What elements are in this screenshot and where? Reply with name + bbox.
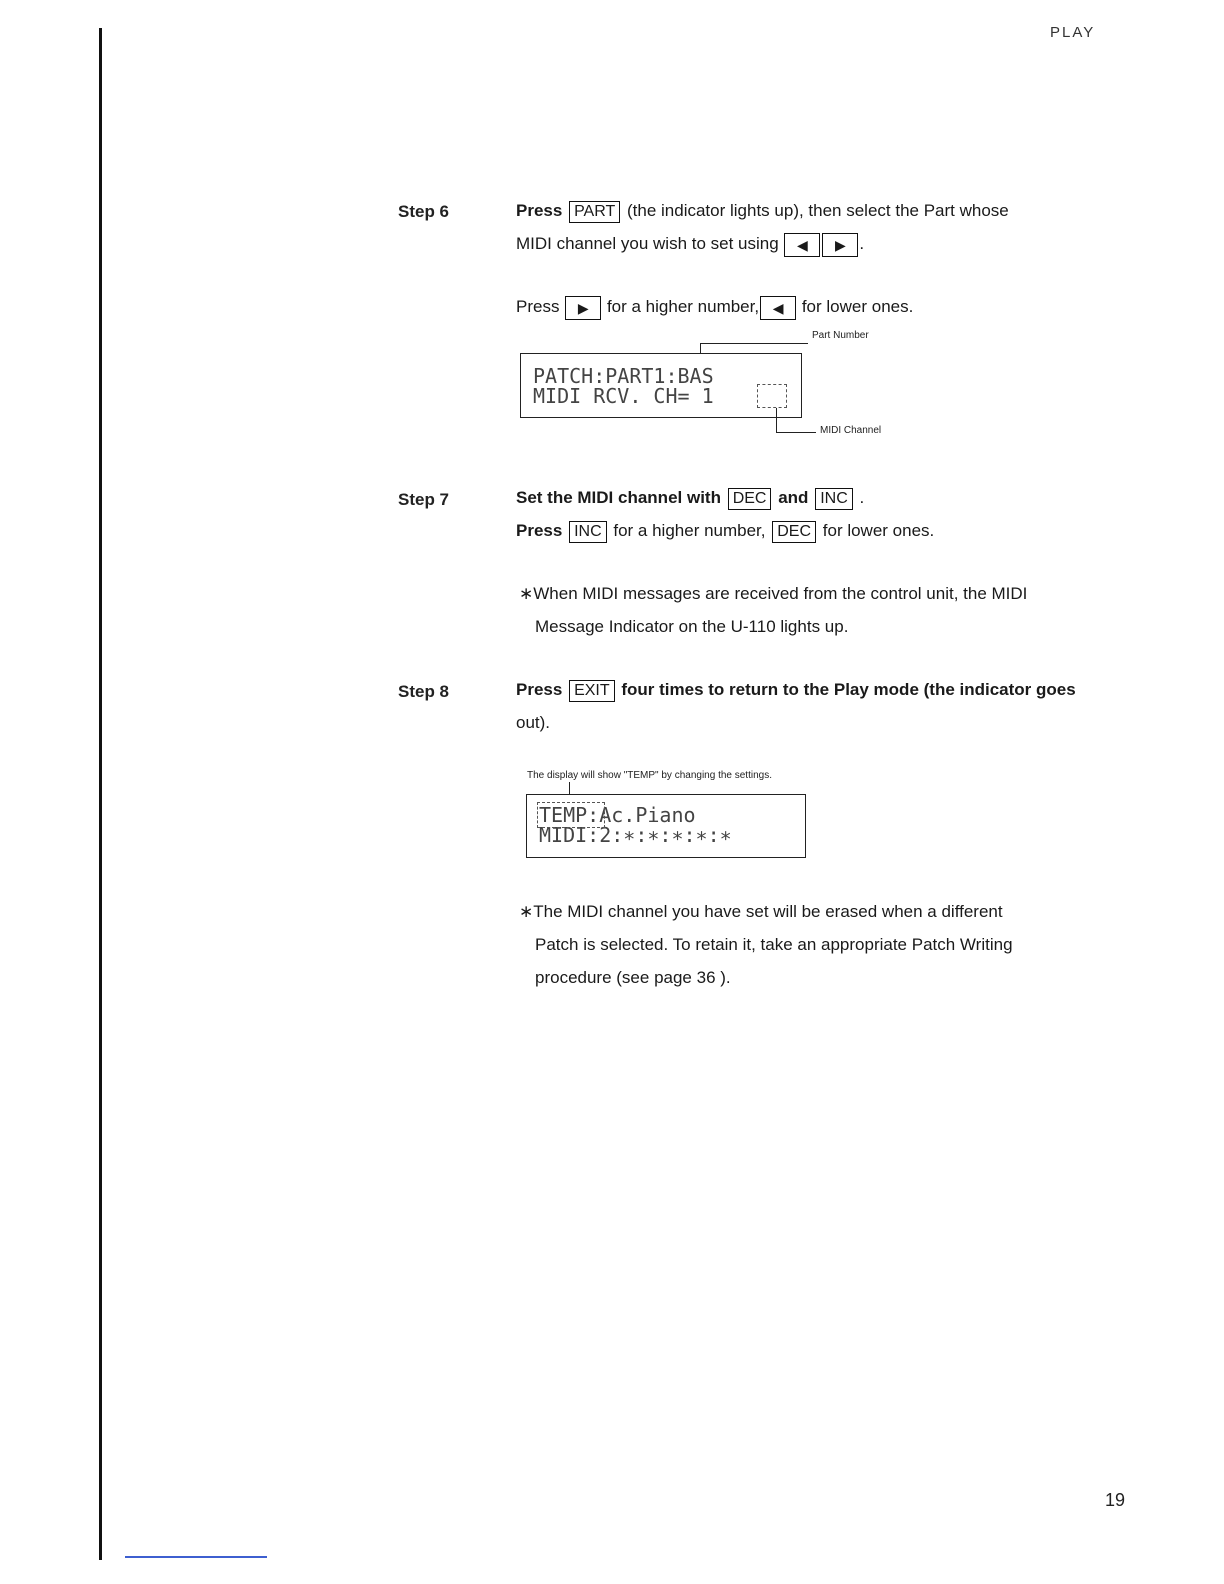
press-word: Press bbox=[516, 201, 563, 220]
midi-channel-label: MIDI Channel bbox=[820, 425, 882, 436]
period: . bbox=[859, 488, 865, 507]
step6-line2 bbox=[516, 227, 1128, 260]
step8-line1 bbox=[516, 673, 1128, 706]
step6-paragraph-2 bbox=[516, 290, 1128, 323]
part-number-label: Part Number bbox=[812, 330, 869, 341]
higher-number-text: for a higher number, bbox=[606, 297, 760, 316]
step8-paragraph bbox=[516, 673, 1128, 739]
and-word: and bbox=[778, 488, 809, 507]
dec-key: DEC bbox=[728, 488, 772, 510]
step6-label: Step 6 bbox=[398, 202, 450, 221]
step8-note bbox=[519, 895, 1131, 994]
press-word: Press bbox=[516, 297, 560, 316]
step6-line1-text: (the indicator lights up), then select the Part whose bbox=[627, 201, 1009, 220]
step7-note-line1: ∗When MIDI messages are received from the control unit, the MIDI bbox=[519, 584, 1028, 603]
press-word: Press bbox=[516, 680, 563, 699]
step7-paragraph bbox=[516, 481, 1128, 547]
lower-ones-text: for lower ones. bbox=[801, 297, 914, 316]
right-arrow-icon: ▶ bbox=[822, 233, 858, 257]
binding-line bbox=[99, 28, 102, 1560]
lower-ones-text: for lower ones. bbox=[822, 521, 935, 540]
lcd1-line2: MIDI RCV. CH= 1 bbox=[533, 384, 714, 408]
step7-note bbox=[519, 577, 1131, 643]
step8-line2: out). bbox=[516, 713, 551, 732]
step8-label: Step 8 bbox=[398, 682, 450, 701]
period: . bbox=[859, 234, 865, 253]
step7-note-line2: Message Indicator on the U-110 lights up. bbox=[535, 617, 849, 636]
left-arrow-icon: ◀ bbox=[784, 233, 820, 257]
press-word: Press bbox=[516, 521, 563, 540]
midi-channel-leader bbox=[776, 432, 816, 433]
step8-note-line2: Patch is selected. To retain it, take an appropriate Patch Writing bbox=[535, 935, 1013, 954]
part-number-leader bbox=[700, 343, 808, 344]
midi-channel-leader-vertical bbox=[776, 408, 777, 432]
right-arrow-icon: ▶ bbox=[565, 296, 601, 320]
higher-number-text: for a higher number, bbox=[613, 521, 766, 540]
lcd1-line1: PATCH:PART1:BAS bbox=[533, 364, 714, 388]
step8-note-line1: ∗The MIDI channel you have set will be erased when a different bbox=[519, 902, 1003, 921]
left-arrow-icon: ◀ bbox=[760, 296, 796, 320]
step8-note-line3: procedure (see page 36 ). bbox=[535, 968, 731, 987]
dec-key: DEC bbox=[772, 521, 816, 543]
page-number: 19 bbox=[1105, 1490, 1126, 1510]
step7-line1-text: Set the MIDI channel with bbox=[516, 488, 721, 507]
step7-line2 bbox=[516, 514, 1128, 547]
midi-channel-highlight bbox=[757, 384, 787, 408]
page-header: PLAY bbox=[1050, 24, 1096, 41]
inc-key: INC bbox=[815, 488, 853, 510]
bottom-rule bbox=[125, 1556, 267, 1558]
exit-key: EXIT bbox=[569, 680, 615, 702]
temp-highlight bbox=[537, 802, 605, 828]
lcd2-line2: MIDI:2:∗:∗:∗:∗:∗ bbox=[539, 823, 732, 847]
part-key: PART bbox=[569, 201, 620, 223]
step7-line1 bbox=[516, 481, 1128, 514]
step6-line1 bbox=[516, 194, 1128, 227]
lcd2-line1: TEMP:Ac.Piano bbox=[539, 803, 696, 827]
display-note: The display will show "TEMP" by changing the settings. bbox=[527, 770, 772, 781]
step8-line1-text: four times to return to the Play mode (the indicator goes bbox=[621, 680, 1076, 699]
step6-line2-text: MIDI channel you wish to set using bbox=[516, 234, 779, 253]
step6-paragraph bbox=[516, 194, 1128, 260]
step7-label: Step 7 bbox=[398, 490, 450, 509]
inc-key: INC bbox=[569, 521, 607, 543]
